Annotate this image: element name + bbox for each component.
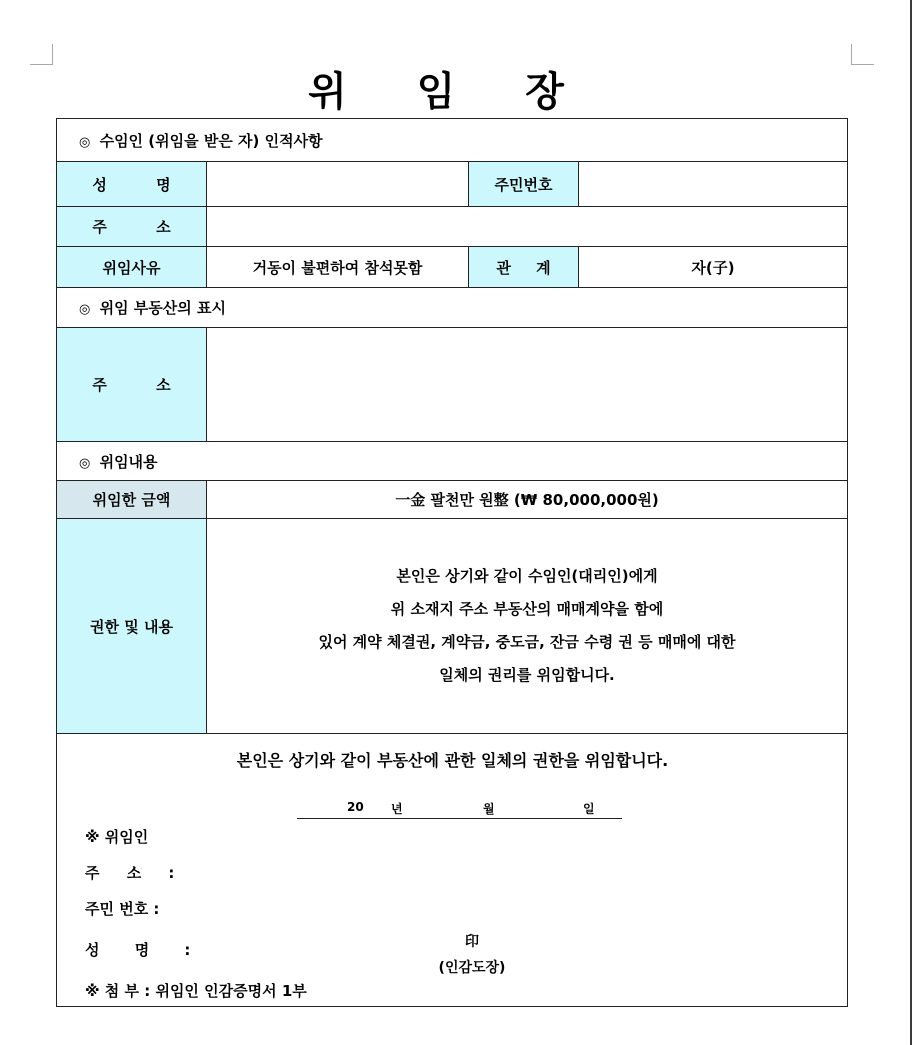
bullet-icon: ◎ bbox=[79, 302, 91, 317]
section1-title: 수임인 (위임을 받은 자) 인적사항 bbox=[99, 131, 323, 150]
delegator-title: ※ 위임인 bbox=[85, 828, 149, 846]
section3-title: 위임내용 bbox=[99, 452, 158, 471]
amount-label: 위임한 금액 bbox=[57, 481, 207, 519]
attachment-note: ※ 첨 부 : 위임인 인감증명서 1부 bbox=[85, 982, 307, 1000]
section3-header-row bbox=[57, 442, 848, 481]
page-edge-line bbox=[910, 0, 912, 1045]
section3-header bbox=[57, 442, 848, 481]
seal-area bbox=[427, 929, 517, 981]
reason-row bbox=[57, 247, 848, 288]
scope-label: 권한 및 내용 bbox=[57, 519, 207, 734]
scope-line: 위 소재지 주소 부동산의 매매계약을 함에 bbox=[390, 600, 664, 618]
seal-note: (인감도장) bbox=[438, 960, 506, 976]
name-field[interactable] bbox=[207, 162, 469, 207]
id-label: 주민번호 bbox=[469, 162, 579, 207]
scope-content bbox=[207, 519, 848, 734]
delegator-name-label: 성 명 : bbox=[85, 941, 191, 959]
address-row bbox=[57, 207, 848, 247]
relation-label: 관 계 bbox=[469, 247, 579, 288]
property-address-label: 주 소 bbox=[57, 328, 207, 442]
section2-title: 위임 부동산의 표시 bbox=[99, 299, 226, 317]
declaration-row bbox=[57, 734, 848, 1007]
section2-header bbox=[57, 288, 848, 328]
date-day-label: 일 bbox=[583, 802, 595, 816]
property-address-row bbox=[57, 328, 848, 442]
scope-line: 일체의 권리를 위임합니다. bbox=[439, 666, 615, 684]
date-year-prefix: 20 bbox=[347, 800, 364, 814]
scope-line: 있어 계약 체결권, 계약금, 중도금, 잔금 수령 권 등 매매에 대한 bbox=[318, 633, 736, 651]
date-month-label: 월 bbox=[483, 802, 495, 816]
section1-header bbox=[57, 119, 848, 162]
id-field[interactable] bbox=[579, 162, 848, 207]
scope-row bbox=[57, 519, 848, 734]
name-row bbox=[57, 162, 848, 207]
document-title: 위 임 장 bbox=[308, 68, 592, 115]
delegator-id-label: 주민 번호 : bbox=[85, 900, 160, 918]
declaration-cell bbox=[57, 734, 848, 1007]
address-label: 주 소 bbox=[57, 207, 207, 247]
delegation-form-table bbox=[56, 118, 848, 1007]
bullet-icon: ◎ bbox=[79, 134, 91, 150]
amount-row bbox=[57, 481, 848, 519]
name-label: 성 명 bbox=[57, 162, 207, 207]
date-line[interactable] bbox=[297, 796, 622, 819]
address-field[interactable] bbox=[207, 207, 848, 247]
date-year-label: 년 bbox=[391, 802, 403, 816]
amount-value[interactable]: 一金 팔천만 원整 (₩ 80,000,000원) bbox=[207, 481, 848, 519]
scope-line: 본인은 상기와 같이 수임인(대리인)에게 bbox=[396, 567, 658, 585]
property-address-field[interactable] bbox=[207, 328, 848, 442]
reason-value[interactable]: 거동이 불편하여 참석못함 bbox=[207, 247, 469, 288]
relation-value[interactable]: 자(子) bbox=[579, 247, 848, 288]
section2-header-row bbox=[57, 288, 848, 328]
delegator-address-label: 주 소 : bbox=[85, 864, 175, 882]
declaration-statement: 본인은 상기와 같이 부동산에 관한 일체의 권한을 위임합니다. bbox=[236, 751, 669, 770]
seal-mark: 印 bbox=[465, 934, 479, 950]
bullet-icon: ◎ bbox=[79, 455, 91, 471]
reason-label: 위임사유 bbox=[57, 247, 207, 288]
section1-header-row bbox=[57, 119, 848, 162]
